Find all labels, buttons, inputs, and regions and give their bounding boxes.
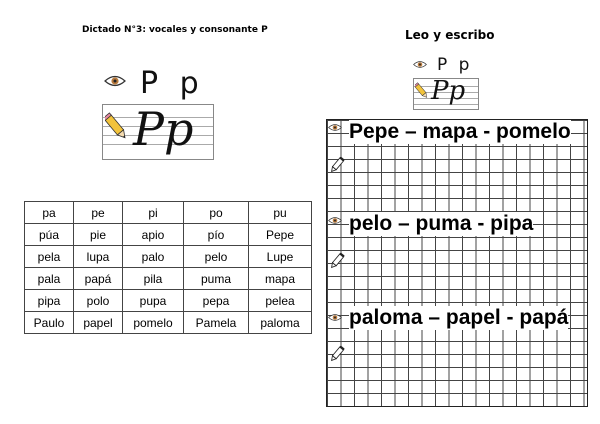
letter-cursive: Pp	[133, 102, 194, 156]
table-cell: pela	[25, 246, 74, 268]
table-row	[25, 224, 312, 246]
table-cell: pe	[74, 202, 123, 224]
table-row	[25, 202, 312, 224]
pencil-icon	[329, 156, 345, 174]
letter-cursive-small: Pp	[431, 76, 466, 106]
table-cell: Lupe	[249, 246, 312, 268]
eye-icon	[328, 216, 342, 225]
table-cell: pu	[249, 202, 312, 224]
table-cell: Pepe	[249, 224, 312, 246]
table-cell: pepa	[184, 290, 249, 312]
table-cell: po	[184, 202, 249, 224]
eye-icon	[328, 123, 342, 132]
table-cell: pi	[123, 202, 184, 224]
cursive-letter-box	[102, 104, 214, 160]
table-cell: pila	[123, 268, 184, 290]
word-row-3: paloma – papel - papá	[349, 306, 569, 329]
worksheet-title-right: Leo y escribo	[405, 28, 495, 42]
cursive-letter-box-small	[413, 78, 479, 110]
table-row	[25, 268, 312, 290]
table-cell: pipa	[25, 290, 74, 312]
eye-icon	[413, 60, 427, 69]
pencil-icon	[329, 345, 345, 363]
table-row	[25, 312, 312, 334]
table-cell: pelea	[249, 290, 312, 312]
word-row-1: Pepe – mapa - pomelo	[349, 120, 571, 143]
letter-print: P p	[140, 66, 205, 101]
table-cell: pie	[74, 224, 123, 246]
letter-print-small: P p	[437, 55, 473, 75]
table-cell: mapa	[249, 268, 312, 290]
table-cell: pomelo	[123, 312, 184, 334]
table-cell: polo	[74, 290, 123, 312]
word-row-2: pelo – puma - pipa	[349, 212, 534, 235]
writing-grid	[326, 119, 588, 407]
table-cell: papel	[74, 312, 123, 334]
pencil-icon	[329, 252, 345, 270]
table-row	[25, 290, 312, 312]
table-cell: Paulo	[25, 312, 74, 334]
table-cell: pelo	[184, 246, 249, 268]
eye-icon	[104, 74, 126, 88]
table-cell: pala	[25, 268, 74, 290]
table-cell: pa	[25, 202, 74, 224]
table-cell: lupa	[74, 246, 123, 268]
syllable-table	[24, 201, 312, 334]
pencil-icon	[105, 112, 127, 142]
table-cell: apio	[123, 224, 184, 246]
table-cell: paloma	[249, 312, 312, 334]
table-cell: púa	[25, 224, 74, 246]
table-cell: palo	[123, 246, 184, 268]
eye-icon	[328, 313, 342, 322]
table-cell: Pamela	[184, 312, 249, 334]
table-cell: puma	[184, 268, 249, 290]
table-cell: pupa	[123, 290, 184, 312]
table-cell: pío	[184, 224, 249, 246]
pencil-icon	[415, 82, 428, 100]
worksheet-title-left: Dictado N°3: vocales y consonante P	[82, 25, 268, 35]
table-row	[25, 246, 312, 268]
table-cell: papá	[74, 268, 123, 290]
